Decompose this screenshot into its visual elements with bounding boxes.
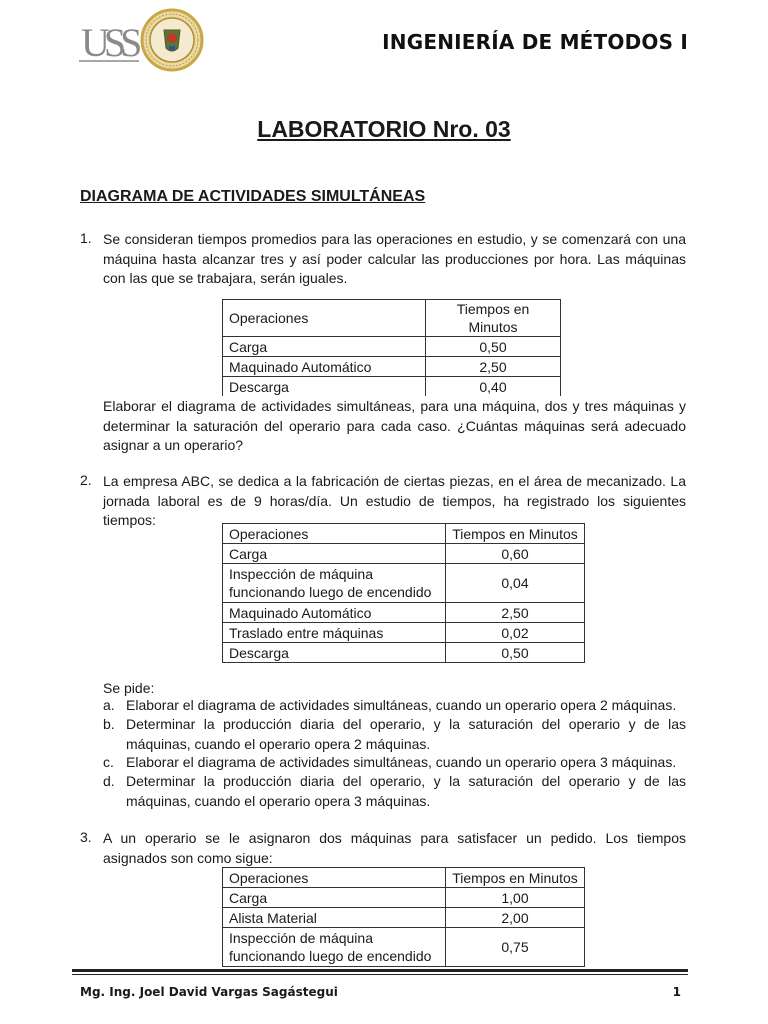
problem-1-question: Elaborar el diagrama de actividades simultáneas, para una máquina, dos y tres máquinas y determinar la saturación del operario para cada caso. ¿Cuántas máquinas será adecuado asignar a un operario?	[103, 398, 686, 453]
table-header-cell: Operaciones	[223, 300, 426, 337]
table-header-cell: Tiempos en Minutos	[446, 524, 585, 544]
table-row	[223, 337, 561, 357]
table-cell: 0,60	[446, 544, 585, 564]
table-cell: 2,50	[446, 603, 585, 623]
list-item	[103, 696, 686, 716]
table-cell: Carga	[223, 337, 426, 357]
table-header-cell: Operaciones	[223, 524, 446, 544]
ask-label: Se pide:	[103, 680, 155, 696]
table-row	[223, 888, 585, 908]
table-cell: Carga	[223, 544, 446, 564]
table-cell: Descarga	[223, 643, 446, 663]
problem-2-number: 2.	[80, 472, 92, 488]
problem-3-text: A un operario se le asignaron dos máquinas para satisfacer un pedido. Los tiempos asignados son como sigue:	[103, 830, 686, 866]
table-cell: Descarga	[223, 377, 426, 397]
table-cell: 0,04	[446, 564, 585, 603]
table-cell: 2,50	[426, 357, 561, 377]
table-header-cell: Tiempos en Minutos	[446, 868, 585, 888]
table-cell: 0,50	[446, 643, 585, 663]
list-item-text: Elaborar el diagrama de actividades simultáneas, cuando un operario opera 2 máquinas.	[126, 697, 677, 713]
footer-divider	[72, 969, 688, 972]
page-number: 1	[672, 985, 681, 999]
list-item-label: a.	[103, 697, 115, 713]
university-seal-icon	[140, 8, 204, 72]
table-row	[223, 544, 585, 564]
table-cell	[223, 564, 446, 603]
footer-author: Mg. Ing. Joel David Vargas Sagástegui	[80, 985, 338, 999]
list-item-text: Determinar la producción diaria del operario, y la saturación del operario y de las máquinas, cuando el operario opera 3 máquinas.	[126, 773, 686, 809]
table-cell: Carga	[223, 888, 446, 908]
cell-line: Inspección de máquina	[229, 930, 373, 946]
list-item-text: Elaborar el diagrama de actividades simultáneas, cuando un operario opera 3 máquinas.	[126, 754, 677, 770]
table-row	[223, 908, 585, 928]
svg-text:USS: USS	[81, 20, 137, 65]
page-header	[0, 0, 768, 80]
list-item-text: Determinar la producción diaria del operario, y la saturación del operario y de las máquinas, cuando el operario opera 2 máquinas.	[126, 716, 686, 752]
cell-line: Inspección de máquina	[229, 566, 373, 582]
list-item	[103, 715, 686, 754]
table-row	[223, 623, 585, 643]
footer-divider-thin	[72, 974, 688, 975]
list-item	[103, 753, 686, 773]
table-row	[223, 928, 585, 967]
section-title: DIAGRAMA DE ACTIVIDADES SIMULTÁNEAS	[80, 188, 426, 205]
table-cell: Maquinado Automático	[223, 603, 446, 623]
table-row	[223, 564, 585, 603]
list-item	[103, 772, 686, 811]
table-header-cell: Operaciones	[223, 868, 446, 888]
table-cell: 0,50	[426, 337, 561, 357]
problem-1-table	[222, 299, 561, 396]
lab-title: LABORATORIO Nro. 03	[257, 116, 511, 142]
uss-logo	[79, 16, 141, 66]
problem-1-text: Se consideran tiempos promedios para las operaciones en estudio, y se comenzará con una máquina hasta alcanzar tres y así poder calcular las producciones por hora. Las máquinas con las que se trabajara, serán iguales.	[103, 231, 686, 286]
list-item-label: b.	[103, 716, 115, 732]
cell-line: funcionando luego de encendido	[229, 948, 432, 964]
table-header-cell: Tiempos en Minutos	[426, 300, 561, 337]
table-header-row	[223, 524, 585, 544]
table-row	[223, 377, 561, 397]
list-item-label: c.	[103, 754, 114, 770]
table-cell: 1,00	[446, 888, 585, 908]
table-cell: Traslado entre máquinas	[223, 623, 446, 643]
table-header-row	[223, 868, 585, 888]
problem-2-text: La empresa ABC, se dedica a la fabricación de ciertas piezas, en el área de mecanizado. La jornada laboral es de 9 horas/día. Un estudio de tiempos, ha registrado los siguientes tiempos:	[103, 473, 686, 528]
table-cell: 0,75	[446, 928, 585, 967]
table-cell: 0,02	[446, 623, 585, 643]
problem-1-number: 1.	[80, 230, 92, 246]
cell-line: funcionando luego de encendido	[229, 584, 432, 600]
table-row	[223, 603, 585, 623]
table-cell: Maquinado Automático	[223, 357, 426, 377]
problem-2-table	[222, 523, 585, 663]
list-item-label: d.	[103, 773, 115, 789]
table-cell: Alista Material	[223, 908, 446, 928]
table-header-row	[223, 300, 561, 337]
table-cell: 0,40	[426, 377, 561, 397]
table-row	[223, 643, 585, 663]
table-cell	[223, 928, 446, 967]
course-title: INGENIERÍA DE MÉTODOS I	[382, 30, 688, 54]
problem-3-table	[222, 867, 585, 967]
table-cell: 2,00	[446, 908, 585, 928]
table-row	[223, 357, 561, 377]
problem-3-number: 3.	[80, 829, 92, 845]
